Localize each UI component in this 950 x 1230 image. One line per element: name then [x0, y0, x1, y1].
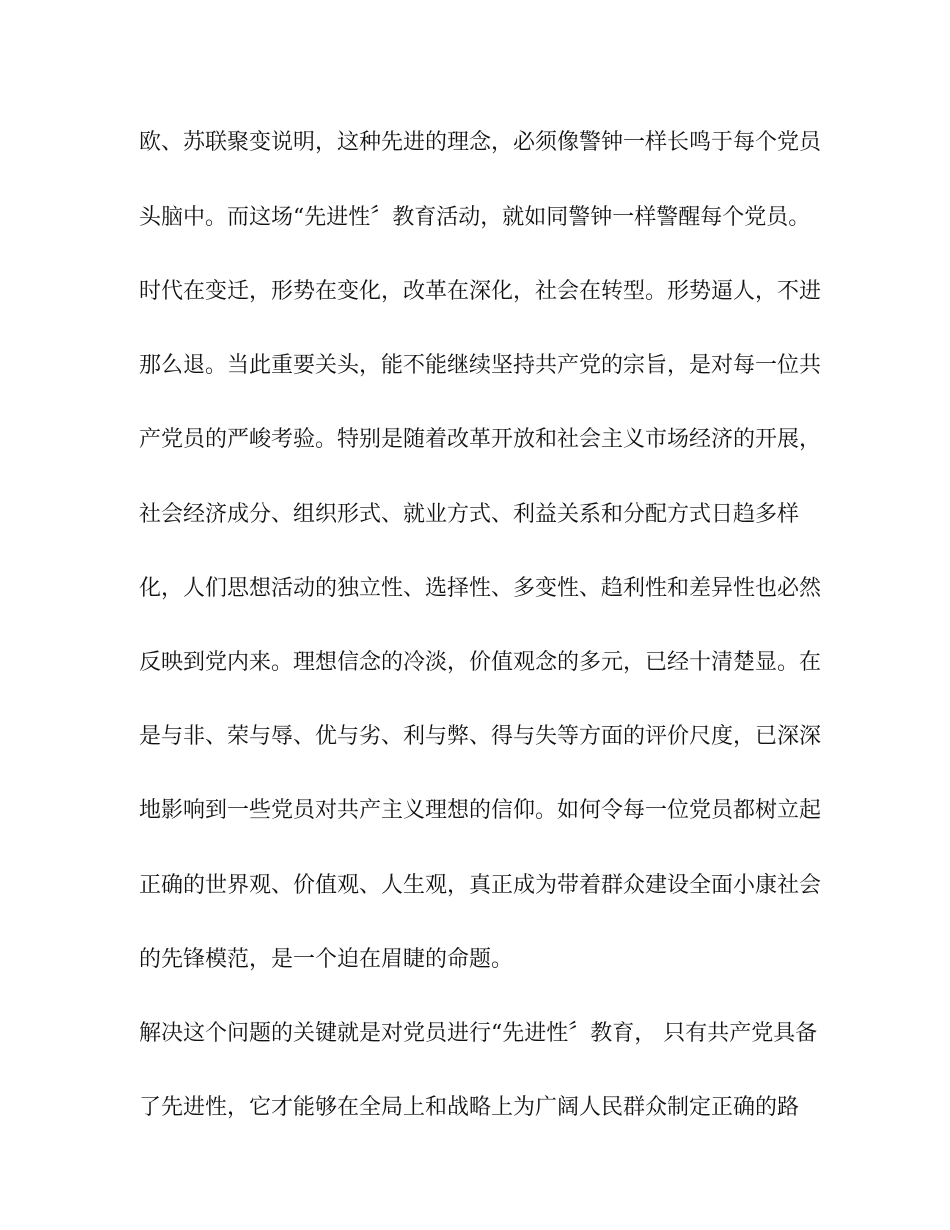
text-line: 反映到党内来。理想信念的冷淡，价值观念的多元，已经十清楚显。在 [139, 650, 822, 675]
text-line: 解决这个问题的关键就是对党员进行“先进性〞教育， 只有共产党具备 [139, 1021, 818, 1046]
text-line: 地影响到一些党员对共产主义理想的信仰。如何令每一位党员都树立起 [139, 798, 822, 823]
text-line: 正确的世界观、价值观、人生观，真正成为带着群众建设全面小康社会 [139, 873, 822, 898]
text-line: 时代在变迁，形势在变化，改革在深化，社会在转型。形势逼人，不进 [139, 279, 822, 304]
text-line: 头脑中。而这场“先进性〞教育活动，就如同警钟一样警醒每个党员。 [139, 205, 811, 230]
text-line: 社会经济成分、组织形式、就业方式、利益关系和分配方式日趋多样 [139, 502, 800, 527]
text-line: 的先锋模范，是一个迫在眉睫的命题。 [139, 947, 514, 972]
text-line: 产党员的严峻考验。特别是随着改革开放和社会主义市场经济的开展， [139, 427, 822, 452]
text-line: 那么退。当此重要关头，能不能继续坚持共产党的宗旨，是对每一位共 [139, 353, 822, 378]
text-line: 了先进性，它才能够在全局上和战略上为广阔人民群众制定正确的路 [139, 1095, 800, 1120]
text-line: 化，人们思想活动的独立性、选择性、多变性、趋利性和差异性也必然 [139, 576, 822, 601]
text-line: 欧、苏联聚变说明，这种先进的理念，必须像警钟一样长鸣于每个党员 [139, 130, 822, 155]
text-line: 是与非、荣与辱、优与劣、利与弊、得与失等方面的评价尺度，已深深 [139, 724, 822, 749]
